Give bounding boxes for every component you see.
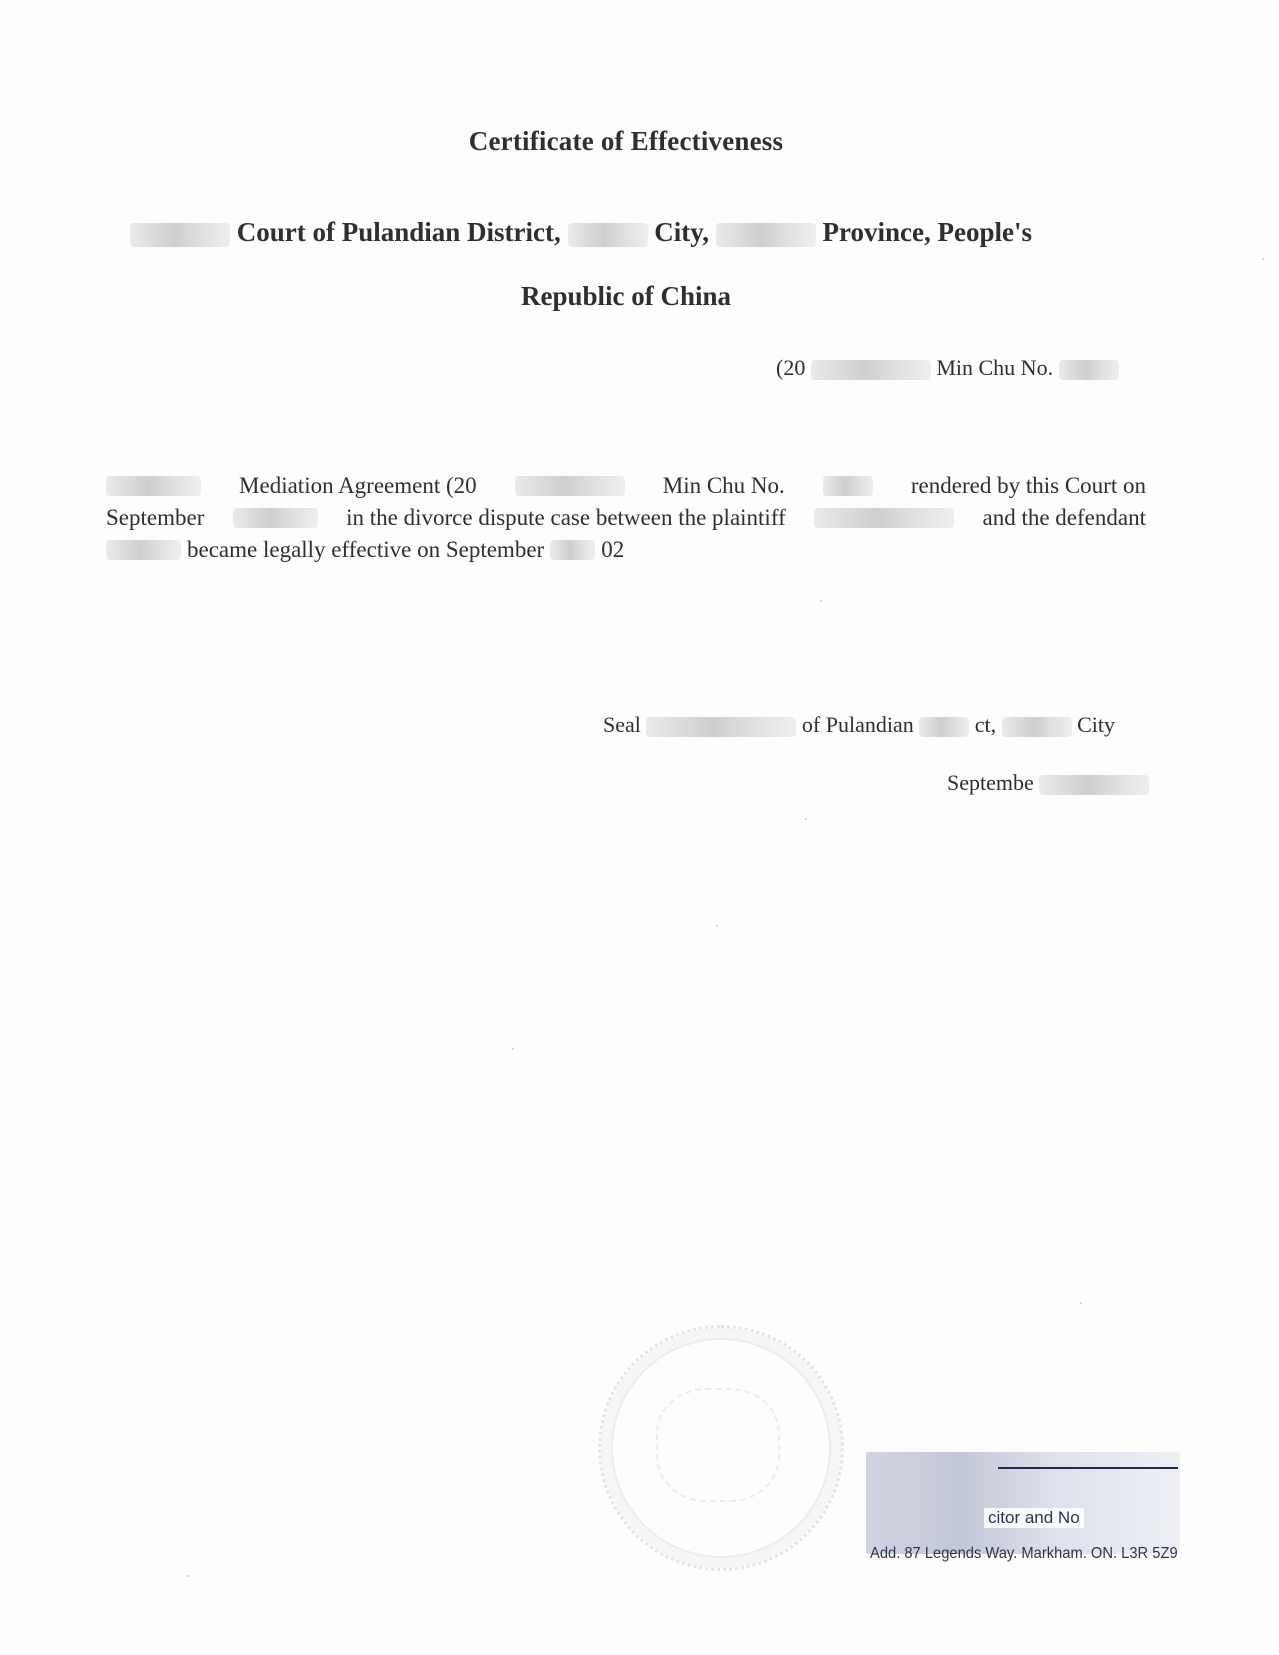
body-paragraph <box>106 470 1146 566</box>
seal-line <box>603 712 1115 738</box>
redaction-block <box>814 508 954 528</box>
redaction-block <box>1039 775 1149 795</box>
redaction-block <box>515 476 625 496</box>
redaction-block <box>106 540 181 560</box>
body-text: in the divorce dispute case between the plaintiff <box>346 505 786 530</box>
document-title: Certificate of Effectiveness <box>468 126 784 156</box>
scan-speck <box>820 600 822 602</box>
redaction-block <box>811 360 931 380</box>
redaction-block <box>1059 360 1119 380</box>
scan-speck <box>512 1048 514 1050</box>
seal-text: ct, <box>974 712 997 737</box>
redaction-block <box>568 223 648 247</box>
court-name-part-a: Court of Pulandian District, <box>236 217 561 247</box>
notary-stamp <box>866 1452 1180 1562</box>
redaction-block <box>823 476 873 496</box>
scan-speck <box>716 925 718 927</box>
scan-speck <box>1262 258 1264 260</box>
redaction-block <box>550 540 595 560</box>
date-text: Septembe <box>947 770 1034 795</box>
body-text: 02 <box>601 537 625 562</box>
body-text: Min Chu No. <box>662 473 785 498</box>
embossed-seal-icon <box>598 1325 844 1571</box>
date-line <box>947 770 1149 796</box>
body-text: rendered by this Court on <box>910 473 1146 498</box>
scan-speck <box>1080 1302 1082 1304</box>
body-line <box>106 534 1146 566</box>
body-text: and the defendant <box>982 505 1146 530</box>
redaction-block <box>233 508 318 528</box>
notary-address: Add. 87 Legends Way. Markham. ON. L3R 5Z9 <box>870 1545 1178 1562</box>
case-number-prefix: (20 <box>776 355 806 380</box>
body-text: Mediation Agreement (20 <box>239 473 477 498</box>
seal-text: Seal <box>603 712 641 737</box>
scan-speck <box>187 1575 189 1577</box>
redaction-block <box>106 476 201 496</box>
redaction-block <box>1002 717 1072 737</box>
stamp-rule <box>998 1467 1178 1469</box>
case-number-suffix: Min Chu No. <box>936 355 1054 380</box>
notary-title: citor and No <box>984 1508 1084 1528</box>
court-name-part-c: Province, People's <box>822 217 1032 247</box>
redaction-block <box>716 223 816 247</box>
body-text: September <box>106 505 205 530</box>
body-line <box>106 502 1146 534</box>
redaction-block <box>919 717 969 737</box>
body-text: became legally effective on September <box>187 537 545 562</box>
seal-text: City <box>1077 712 1116 737</box>
court-name-line-1 <box>130 217 1032 248</box>
body-line <box>106 470 1146 502</box>
scan-speck <box>805 818 807 820</box>
redaction-block <box>130 223 230 247</box>
case-number <box>776 355 1119 381</box>
court-name-part-b: City, <box>654 217 710 247</box>
seal-text: of Pulandian <box>801 712 914 737</box>
court-name-line-2: Republic of China <box>520 281 732 311</box>
redaction-block <box>646 717 796 737</box>
